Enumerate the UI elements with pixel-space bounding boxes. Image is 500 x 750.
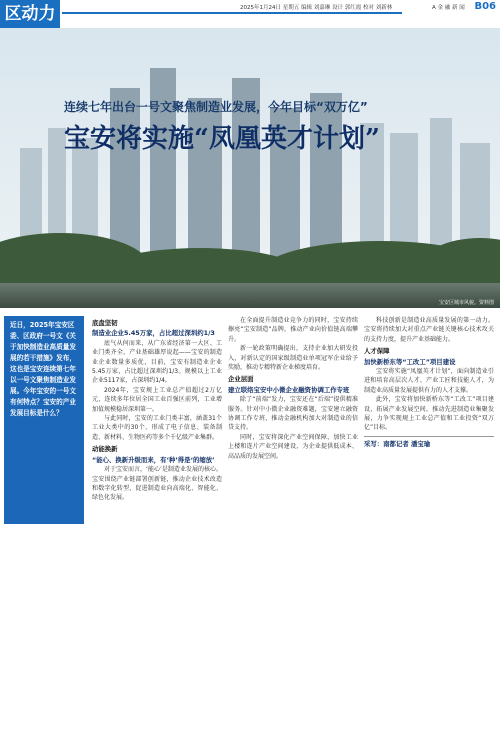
byline: 采写：南都记者 潘宝瑜	[364, 439, 431, 448]
column-3	[364, 316, 494, 449]
col1-para-1: 底气从何而来，从广东省经济第一大区、工业门类齐全、产业基础雄厚说起——宝安的制造业企业数量多质优，目前，宝安有制造业企业5.45万家，占比超过深圳约1/3。规模以上工业企业5117家，占深圳约1/4。	[92, 339, 222, 385]
col1-para-4: 对于宝安而言，‘能心’是制造业发展的核心。宝安围绕产业链部署创新链，推动企业技术改造和数字化转型，促进制造业向高端化、智能化、绿色化发展。	[92, 466, 222, 502]
col1-para-2: 2024年，宝安规上工业总产值超过2万亿元，连续多年位居全国工业百强区前列，工业增加值规模稳居深圳第一。	[92, 386, 222, 413]
lead-box: 近日，2025年宝安区委、区政府一号文《关于加快制造业高质量发展的若干措施》发布，这也是宝安连续第七年以一号文聚焦制造业发展。今年宝安的一号文有何特点？宝安的产业发展目标是什么？	[4, 316, 84, 524]
col1-para-3: 与此同时，宝安的工业门类丰富，涵盖31个工业大类中的30个，形成了电子信息、装备制造、新材料、生物医药等多个千亿级产业集群。	[92, 415, 222, 441]
section-badge: 区动力	[0, 0, 60, 28]
section-tag: A 金 融 新 闻	[432, 5, 465, 11]
col3-title: 加快新桥东等“工改工”项目建设	[364, 357, 456, 366]
col2-kicker: 企业层面	[228, 375, 254, 384]
page-header	[0, 0, 500, 28]
headline: 宝安将实施“凤凰英才计划”	[64, 124, 380, 154]
header-rule	[62, 12, 402, 14]
col3-para-3: 此外，宝安将加快新桥东等“工改工”项目建设，拓展产业发展空间，推动先进制造业集聚发展，力争实现规上工业总产值和工业投资“双万亿”目标。	[364, 396, 494, 432]
dateline: 2025年1月24日 星期五 编辑 刘嘉琳 设计 郭红霞 校对 刘新林	[240, 5, 393, 11]
col1-kicker: 底盘坚韧	[92, 319, 118, 327]
col2-para-2: 新一轮政策明确提出，支持企业加大研发投入，对新认定的国家级制造业单项冠军企业给予奖励，推动专精特新企业梯度培育。	[228, 345, 358, 372]
photo-credit: 宝安区城市风貌。资料图	[438, 300, 494, 306]
col1-title-2: “能心、换新升级而来，有‘种’得是‘的缩放’	[92, 455, 215, 464]
page-number: B06	[474, 1, 496, 12]
col1-kicker-2: 动能换新	[92, 445, 118, 454]
col2-para-1: 在全面提升制造业竞争力的同时，宝安持续擦亮“宝安制造”品牌，推动产业向价值链高端攀升。	[228, 317, 358, 343]
col3-kicker: 人才保障	[364, 347, 390, 356]
col3-para-2: 宝安将实施“凤凰英才计划”，面向制造业引进和培育高层次人才、产业工匠和技能人才，为制造业高质量发展提供有力的人才支撑。	[364, 368, 494, 394]
col2-para-3: 除了“前端”发力，宝安还在“后端”提供精准服务。针对中小微企业融资难题，宝安建立融资协调工作专班，推动金融机构加大对制造业的信贷支持。	[228, 396, 358, 432]
column-1	[92, 316, 222, 503]
column-2	[228, 316, 358, 461]
col2-title: 建立联络宝安中小微企业融资协调工作专班	[228, 385, 350, 394]
city-skyline-photo	[0, 28, 500, 308]
byline-rule	[364, 436, 494, 437]
col2-para-4: 同时，宝安将深化产业空间保障，加快工业上楼和连片产业空间建设，为企业提供低成本、高品质的发展空间。	[228, 433, 358, 460]
subheadline: 连续七年出台一号文聚焦制造业发展，今年目标“双万亿”	[64, 100, 368, 114]
col3-para-1: 科技创新是制造业高质量发展的第一动力。宝安将持续加大对重点产业链关键核心技术攻关的支持力度，提升产业基础能力。	[364, 317, 494, 343]
col1-title: 制造业企业5.45万家，占比超过深圳约1/3	[92, 329, 215, 338]
